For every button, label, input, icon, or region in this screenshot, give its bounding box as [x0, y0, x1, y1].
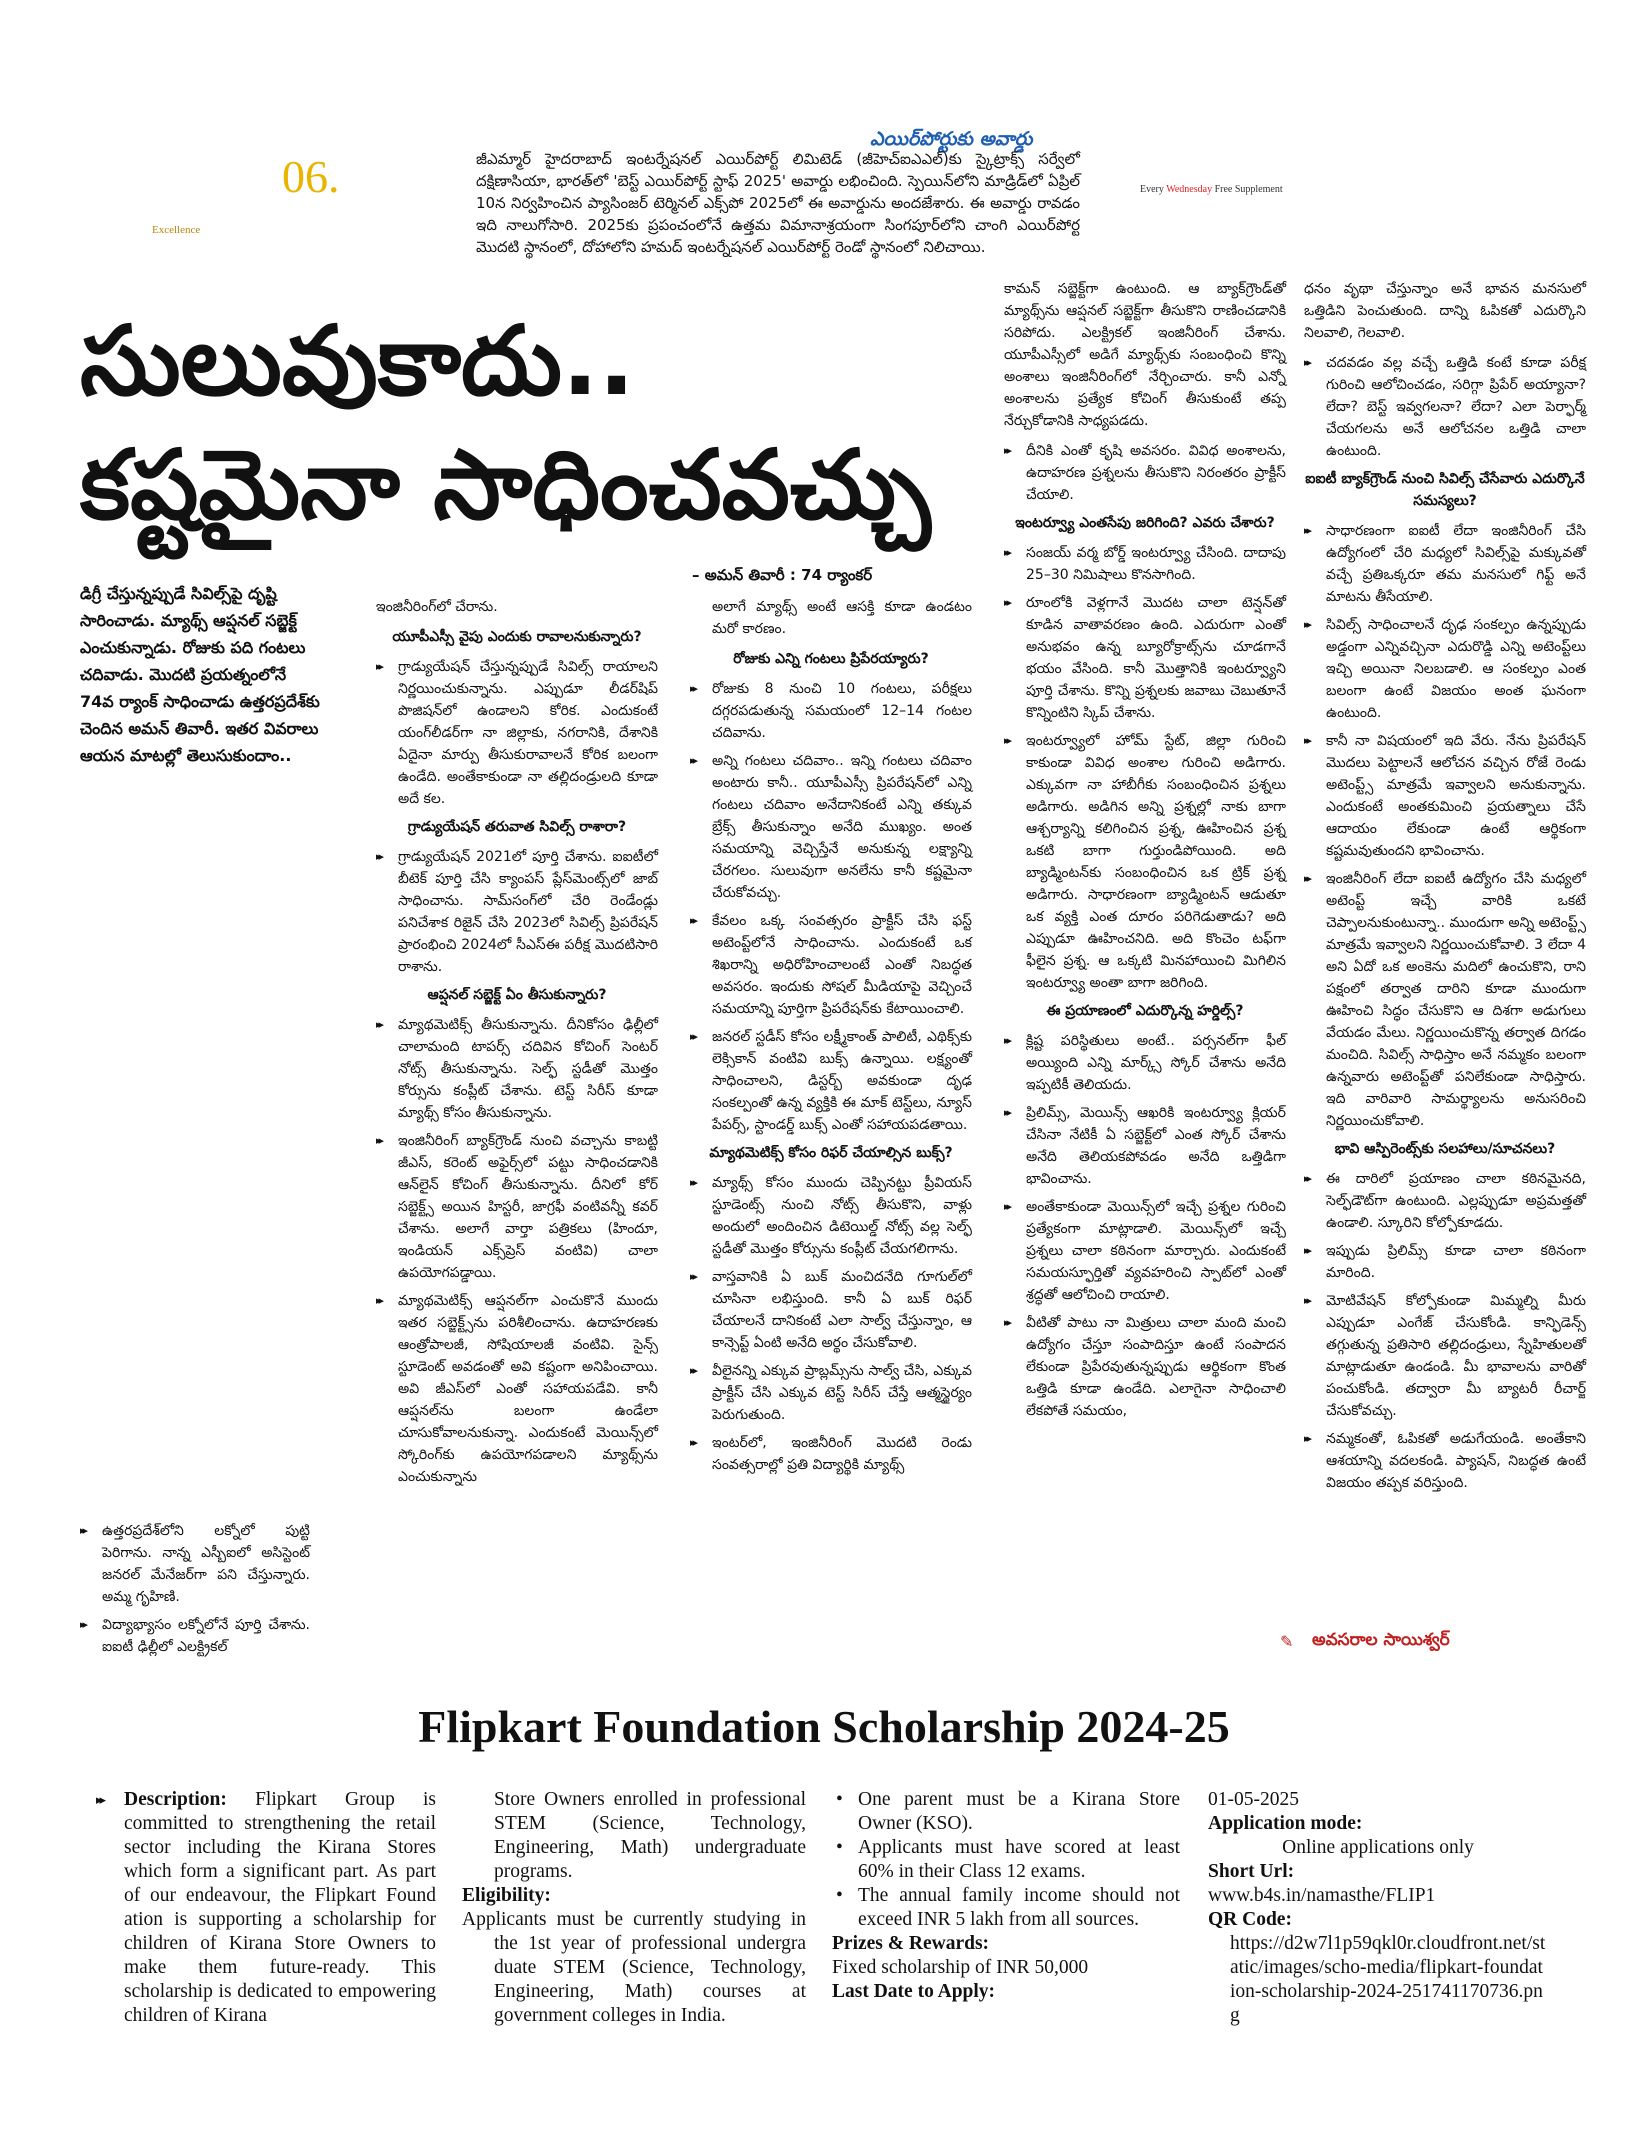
article-column-5 [1304, 278, 1586, 1500]
short-url-link[interactable]: www.b4s.in/namasthe/FLIP1 [1208, 1885, 1436, 1906]
list-item: ▸▸ గ్రాడ్యుయేషన్ 2021లో పూర్తి చేశాను. ఐఐటీలో బీటెక్ పూర్తి చేసి క్యాంపస్ ప్లేస్‌మెంట్స్‌లో జాబ్ సాధించాను. సామ్‌సంగ్‌లో చేరి రెండేండ్లు పనిచేశాక రిజైన్ చేసి 2023లో సివిల్స్ ప్రిపరేషన్ ప్రారంభించి 2024లో సీఎస్ఈ పరీక్ష మొదటిసారి రాశాను. [376, 846, 658, 978]
list-item: ▸▸ మ్యాథమెటిక్స్ తీసుకున్నాను. దీనికోసం ఢిల్లీలో చాలామంది టాపర్స్ చదివిన కోచింగ్ సెంటర్ నోట్స్ తీసుకున్నాను. సెల్ఫ్ స్టడీతో మొత్తం కోర్సును కంప్లీట్ చేశాను. టెస్ట్ సిరీస్ కూడా మ్యాథ్స్ కోసం తీసుకున్నాను. [376, 1014, 658, 1124]
list-item: ▸▸ రూంలోకి వెళ్లగానే మొదట చాలా టెన్షన్‌తో కూడిన వాతావరణం ఉంది. ఎదురుగా ఎంతో అనుభవం ఉన్న బ్యూరోక్రాట్స్‌ను చూడగానే భయం వేసింది. కానీ మొత్తానికి ఇంటర్వ్యూని పూర్తి చేశాను. కొన్ని ప్రశ్నలకు జవాబు చెబుతూనే కొన్నింటిని స్కిప్ చేశాను. [1004, 592, 1286, 724]
eligibility-item: • Applicants must have scored at least 60% in their Class 12 exams. [832, 1836, 1180, 1884]
eligibility-item: • One parent must be a Kirana Store Owner (KSO). [832, 1788, 1180, 1836]
article-column-1 [80, 1520, 310, 1664]
list-item: ▸▸ ఇంజినీరింగ్ బ్యాక్‌గ్రౌండ్ నుంచి వచ్చాను కాబట్టి జీఎస్, కరెంట్ అఫైర్స్‌లో పట్టు సాధించడానికి ఆన్‌లైన్ కోచింగ్ తీసుకున్నాను. దీనిలో కోర్ సబ్జెక్ట్స్ అయిన హిస్టరీ, జాగ్రఫీ వంటివన్నీ కవర్ చేశాను. అలాగే వార్తా పత్రికలు (హిందూ, ఇండియన్ ఎక్స్‌ప్రెస్ వంటివి) చాలా ఉపయోగపడ్డాయి. [376, 1130, 658, 1284]
list-item: ▸▸ కానీ నా విషయంలో ఇది వేరు. నేను ప్రిపరేషన్ మొదలు పెట్టాలనే ఆలోచన వచ్చిన రోజే రెండు అటెంప్ట్స్ మాత్రమే ఇవ్వాలని అనుకున్నాను. ఎందుకంటే అంతకుమించి ప్రయత్నాలు చేసే ఆదాయం లేకుండా ఉంటే ఆర్థికంగా కష్టమవుతుందని భావించాను. [1304, 730, 1586, 862]
list-item: ▸▸ మ్యాథమెటిక్స్ ఆప్షనల్‌గా ఎంచుకొనే ముందు ఇతర సబ్జెక్ట్స్‌ను పరిశీలించాను. ఉదాహరణకు ఆంత్రోపాలజీ, సోషియాలజీ వంటివి. సైన్స్ స్టూడెంట్ అవడంతో అవి కష్టంగా అనిపించాయి. అవి జీఎస్‌లో ఎంతో సహాయపడేవి. కానీ ఆప్షనల్‌ను బలంగా ఉండేలా చూసుకోవాలనుకున్నా. ఎందుకంటే మెయిన్స్‌లో స్కోరింగ్‌కు ఉపయోగపడాలని మ్యాథ్స్‌ను ఎంచుకున్నాను [376, 1290, 658, 1488]
list-item: ▸▸ చదవడం వల్ల వచ్చే ఒత్తిడి కంటే కూడా పరీక్ష గురించి ఆలోచించడం, సరిగ్గా ప్రిపేర్ అయ్యానా? లేదా? బెస్ట్ ఇవ్వగలనా? లేదా? ఎలా పెర్ఫార్మ్ చేయగలను అనే ఆలోచనల ఒత్తిడి చాలా ఉంటుంది. [1304, 352, 1586, 462]
scholarship-description [96, 1788, 436, 2028]
description-text: Flipkart Group is committed to strengthening the retail sector including the Kirana Stores which form a significant part. As part of our endeavour, the Flipkart Found ation is supporting a scholarship for children of Kirana Store Owners to make them future-ready. This scholarship is dedicated to empowering children of Kirana [124, 1789, 436, 2026]
qr-code-link[interactable]: https://d2w7l1p59qkl0r.cloudfront.net/static/images/scho-media/flipkart-foundation-scholarship-2024-251741170736.png [1230, 1933, 1546, 2026]
list-item: ▸▸ దీనికి ఎంతో కృషి అవసరం. వివిధ అంశాలను, ఉదాహరణ ప్రశ్నలను తీసుకొని నిరంతరం ప్రాక్టీస్ చేయాలి. [1004, 440, 1286, 506]
application-mode-label: Application mode: [1208, 1813, 1363, 1834]
scholarship-eligibility [462, 1788, 806, 2028]
author-name: అవసరాల సాయిశ్వర్ [1312, 1630, 1450, 1650]
eligibility-label: Eligibility: [462, 1885, 551, 1906]
supplement-tag: Every Wednesday Free Supplement [1140, 184, 1283, 195]
intro-text: డిగ్రీ చేస్తున్నప్పుడే సివిల్స్‌పై దృష్టి సారించాడు. మ్యాథ్స్ ఆప్షనల్ సబ్జెక్ట్ ఎంచుకున్నాడు. రోజుకు పది గంటలు చదివాడు. మొదటి ప్రయత్నంలోనే 74వ ర్యాంక్ సాధించాడు ఉత్తరప్రదేశ్‌కు చెందిన అమన్ తివారీ. ఇతర వివరాలు ఆయన మాటల్లో తెలుసుకుందాం.. [80, 584, 320, 765]
prizes-text: Fixed scholarship of INR 50,000 [832, 1957, 1089, 1978]
list-item: ▸▸ నమ్మకంతో, ఓపికతో అడుగేయండి. అంతేకాని ఆశయాన్ని వదలకండి. ప్యాషన్, నిబద్ధత ఉంటే విజయం తప్పక వరిస్తుంది. [1304, 1428, 1586, 1494]
question-heading: రోజుకు ఎన్ని గంటలు ప్రిపేరయ్యారు? [733, 651, 929, 667]
headline-line-1: సులువుకాదు.. [80, 305, 635, 417]
last-date-label: Last Date to Apply: [832, 1981, 996, 2002]
list-item: ▸▸ మ్యాథ్స్ కోసం ముందు చెప్పినట్టు ప్రీవియస్ స్టూడెంట్స్ నుంచి నోట్స్ తీసుకొని, వాళ్లు అందులో అందించిన డిటెయిల్డ్ నోట్స్ వల్ల సెల్ఫ్ స్టడీతో మొత్తం కోర్సును కంప్లీట్ చేయగలిగాను. [690, 1172, 972, 1260]
list-item: ▸▸ మోటివేషన్ కోల్పోకుండా మిమ్మల్ని మీరు ఎప్పుడూ ఎంగేజ్ చేసుకోండి. కాన్ఫిడెన్స్ తగ్గుతున్న ప్రతిసారి తల్లిదండ్రులు, స్నేహితులతో మాట్లాడుతూ ఉండండి. మీ భావాలను వారితో పంచుకోండి. తద్వారా మీ బ్యాటరీ రీచార్జ్ చేసుకోవచ్చు. [1304, 1290, 1586, 1422]
list-item: ▸▸ ఇంటర్వ్యూలో హోమ్ స్టేట్, జిల్లా గురించి కాకుండా వివిధ అంశాల గురించి అడిగారు. ఎక్కువగా నా హాబీగీకు సంబంధించిన ప్రశ్నలు అడిగారు. అడిగిన అన్ని ప్రశ్నల్లో నాకు బాగా ఆశ్చర్యాన్ని కలిగించిన ప్రశ్న, ఊహించిన ప్రశ్న ఒకటి బాగా గుర్తుండిపోయింది. అది బ్యాడ్మింటన్‌కు సంబంధించిన ఒక ట్రిక్ ప్రశ్న అడిగారు. సాధారణంగా బ్యాడ్మింటన్ ఆడుతూ ఒక వ్యక్తి ఎంత దూరం పరిగెడుతాడు? అది ఎప్పుడూ ఊహించనిది. అది కొంచెం టఫ్‌గా ఫీలైన ప్రశ్న. ఆ ఒక్కటి మినహాయించి మిగిలిన ఇంటర్వ్యూ అంతా బాగా జరిగింది. [1004, 730, 1286, 994]
question-heading: భావి ఆస్పిరెంట్స్‌కు సలహాలు/సూచనలు? [1334, 1141, 1556, 1157]
question-heading: ఈ ప్రయాణంలో ఎదుర్కొన్న హర్డిల్స్? [1046, 1003, 1244, 1019]
list-item: ▸▸ సంజయ్ వర్మ బోర్డ్ ఇంటర్వ్యూ చేసింది. దాదాపు 25–30 నిమిషాలు కొనసాగింది. [1004, 542, 1286, 586]
list-item: ▸▸ గ్రాడ్యుయేషన్ చేస్తున్నప్పుడే సివిల్స్ రాయాలని నిర్ణయించుకున్నాను. ఎప్పుడూ లీడర్‌షిప్ పొజిషన్‌లో ఉండాలని కోరిక. ఎందుకంటే యంగ్‌లీడర్‌గా నా జిల్లాకు, నగరానికి, దేశానికి ఏదైనా మార్పు తీసుకురావాలనే కోరిక బలంగా ఉండేది. అంతేకాకుండా నా తల్లిదండ్రులది కూడా అదే కల. [376, 656, 658, 810]
list-item: ▸▸ ఇప్పుడు ప్రిలిమ్స్ కూడా చాలా కఠినంగా మారింది. [1304, 1240, 1586, 1284]
page-number: 06. [282, 151, 340, 202]
question-heading: ఐఐటీ బ్యాక్‌గ్రౌండ్ నుంచి సివిల్స్ చేసేవారు ఎదుర్కొనే సమస్యలు? [1305, 471, 1585, 509]
list-item: ▸▸ జనరల్ స్టడీస్ కోసం లక్ష్మీకాంత్ పాలిటీ, ఎథిక్స్‌కు లెక్సికాన్ వంటివి బుక్స్ ఉన్నాయి. లక్ష్యంతో సాధించాలని, డిస్టర్బ్ అవకుండా దృఢ సంకల్పంతో ఉన్న వ్యక్తికి ఈ మాక్ టెస్ట్‌లు, న్యూస్ పేపర్స్, స్టాండర్డ్ బుక్స్ ఎంతో సహాయపడతాయి. [690, 1026, 972, 1136]
question-heading: మ్యాథమెటిక్స్ కోసం రిఫర్ చేయాల్సిన బుక్స్? [709, 1145, 953, 1161]
scholarship-criteria [832, 1788, 1180, 2004]
scholarship-title: Flipkart Foundation Scholarship 2024-25 [418, 1701, 1230, 1752]
last-date-value: 01-05-2025 [1208, 1789, 1299, 1810]
list-item: ▸▸ ఈ దారిలో ప్రయాణం చాలా కఠినమైనది, సెల్ఫ్‌డౌట్‌గా ఉంటుంది. ఎల్లప్పుడూ అప్రమత్తతో ఉండాలి. స్కూరిని కోల్పోకూడదు. [1304, 1168, 1586, 1234]
byline: – అమన్ తివారీ : 74 ర్యాంకర్ [692, 566, 873, 584]
question-heading: ఆప్షనల్ సబ్జెక్ట్ ఏం తీసుకున్నారు? [427, 987, 607, 1003]
list-item: ▸▸ అన్ని గంటలు చదివాం.. ఇన్ని గంటలు చదివాం అంటారు కానీ.. యూపీఎస్సీ ప్రిపరేషన్‌లో ఎన్ని గంటలు చదివాం అనేదానికంటే ఎన్ని తక్కువ బ్రేక్స్ తీసుకున్నాం అనేది ముఖ్యం. అంత సమయాన్ని వెచ్చిస్తేనే అనుకున్న లక్ష్యాన్ని చేరగలం. సులువుగా అనలేను కానీ కష్టమైనా చేరుకోవచ్చు. [690, 750, 972, 904]
short-url-label: Short Url: [1208, 1861, 1295, 1882]
paragraph: ధనం వృథా చేస్తున్నాం అనే భావన మనసులో ఒత్తిడిని పెంచుతుంది. దాన్ని ఓపికతో ఎదుర్కొని నిలవాలి, గెలవాలి. [1304, 281, 1586, 341]
list-item: ▸▸ ఉత్తరప్రదేశ్‌లోని లక్నోలో పుట్టి పెరిగాను. నాన్న ఎస్బీఐలో అసిస్టెంట్ జనరల్ మేనేజర్‌గా పని చేస్తున్నారు. అమ్మ గృహిణి. [80, 1520, 310, 1608]
paragraph: ఇంజినీరింగ్‌లో చేరాను. [376, 599, 498, 615]
eligibility-text: Applicants must be currently studying in the 1st year of professional undergra duate STEM (Science, Technology, Engineering, Math) courses at government colleges in India. [462, 1909, 806, 2026]
award-text: జీఎమ్మార్ హైదరాబాద్ ఇంటర్నేషనల్ ఎయిర్‌పోర్ట్ లిమిటెడ్ (జీహెచ్‌ఐఎఎల్)కు స్కైట్రాక్స్ సర్వేలో దక్షిణాసియా, భారత్‌లో 'బెస్ట్ ఎయిర్‌పోర్ట్ స్టాఫ్ 2025' అవార్డు లభించింది. స్పెయిన్‌లోని మాడ్రిడ్‌లో ఏప్రిల్ 10న నిర్వహించిన ప్యాసింజర్ టెర్మినల్ ఎక్స్‌పో 2025లో ఈ అవార్డును అందజేశారు. ఈ అవార్డు రావడం ఇది నాలుగోసారి. 2025కు ప్రపంచంలోనే ఉత్తమ విమానాశ్రయంగా సింగపూర్‌లోని చాంగి ఎయిర్‌పోర్ట మొదటి స్థానంలో, దోహాలోని హమద్ ఇంటర్నేషనల్ ఎయిర్‌పోర్ట్ రెండో స్థానంలో నిలిచాయి. [476, 150, 1080, 256]
list-item: ▸▸ కేవలం ఒక్క సంవత్సరం ప్రాక్టీస్ చేసి ఫస్ట్ అటెంప్ట్‌లోనే సాధించాను. ఎందుకంటే ఒక శిఖరాన్ని అధిరోహించాలంటే ఎంతో నిబద్ధత అవసరం. ఇందుకు సోషల్ మీడియాపై వెచ్చించే సమయాన్ని పూర్తిగా ప్రిపరేషన్‌కు కేటాయించాలి. [690, 910, 972, 1020]
description-label: Description: [124, 1789, 227, 1810]
list-item: ▸▸ ఇంజినీరింగ్ లేదా ఐఐటీ ఉద్యోగం చేసి మధ్యలో అటెంప్ట్ ఇచ్చే వారికి ఒకటే చెప్పాలనుకుంటున్నా.. ముందుగా అన్ని అటెంప్ట్స్ మాత్రమే ఇవ్వాలని నిర్ణయించుకోవాలి. 3 లేదా 4 అని ఏదో ఒక అంకెను మదిలో ఉంచుకొని, రాని పక్షంలో తర్వాత దారిని కూడా ముందుగా ఊహించి సిద్ధం చేసుకొని ఆ దిశగా అడుగులు వేయడం మేలు. నిర్ణయించుకొన్న తర్వాత దిగడం మంచిది. సివిల్స్ సాధిస్తాం అనే నమ్మకం బలంగా ఉన్నవారు అటెంప్ట్‌తో పనిలేకుండా సాధిస్తారు. ఇది వారివారి సామర్థ్యాలను అనుసరించి నిర్ణయించుకోవాలి. [1304, 868, 1586, 1132]
paragraph: అలాగే మ్యాథ్స్ అంటే ఆసక్తి కూడా ఉండటం మరో కారణం. [712, 599, 972, 637]
headline-line-2: కష్టమైనా సాధించవచ్చు [80, 429, 931, 541]
scholarship-application [1208, 1788, 1548, 2028]
paragraph: కామన్ సబ్జెక్ట్‌గా ఉంటుంది. ఆ బ్యాక్‌గ్రౌండ్‌తో మ్యాథ్స్‌ను ఆప్షనల్ సబ్జెక్ట్‌గా తీసుకొని రాణించడానికి సరిపోదు. ఎలక్ట్రికల్ ఇంజినీరింగ్ చేశాను. యూపీఎస్సీలో అడిగే మ్యాథ్స్‌కు సంబంధించి కొన్ని అంశాలు ఇంజినీరింగ్‌లో నేర్చించారు. కానీ ఎన్నో అంశాలను ప్రత్యేక కోచింగ్ తీసుకుంటే తప్ప నేర్చుకోడానికి సాధ్యపడదు. [1004, 281, 1286, 429]
question-heading: యూపీఎస్సీ వైపు ఎందుకు రావాలనుకున్నారు? [392, 629, 642, 645]
list-item: ▸▸ ప్రిలిమ్స్, మెయిన్స్ ఆఖరికి ఇంటర్వ్యూ క్లియర్ చేసినా నేటికీ ఏ సబ్జెక్ట్‌లో ఎంత స్కోర్ చేశాను అనేది తెలియకపోవడం అనేది ఒత్తిడిగా భావించాను. [1004, 1102, 1286, 1190]
list-item: ▸▸ ఇంటర్‌లో, ఇంజినీరింగ్ మొదటి రెండు సంవత్సరాల్లో ప్రతి విద్యార్థికి మ్యాథ్స్ [690, 1432, 972, 1476]
eligibility-item: • The annual family income should not exceed INR 5 lakh from all sources. [832, 1884, 1180, 1932]
article-column-3 [690, 596, 972, 1482]
list-item: ▸▸ విద్యాభ్యాసం లక్నోలోనే పూర్తి చేశాను. ఐఐటీ ఢిల్లీలో ఎలక్ట్రికల్ [80, 1614, 310, 1658]
section-tag: Excellence [152, 224, 201, 236]
list-item: ▸▸ వీలైనన్ని ఎక్కువ ప్రాబ్లమ్స్‌ను సాల్వ్ చేసి, ఎక్కువ ప్రాక్టీస్ చేసి ఎక్కువ టెస్ట్ సిరీస్ చేస్తే ఆత్మస్థైర్యం పెరుగుతుంది. [690, 1360, 972, 1426]
article-column-4 [1004, 278, 1286, 1428]
article-column-2 [376, 596, 658, 1494]
question-heading: గ్రాడ్యుయేషన్ తరువాత సివిల్స్ రాశారా? [407, 819, 627, 835]
prizes-label: Prizes & Rewards: [832, 1933, 990, 1954]
application-mode-text: Online applications only [1282, 1837, 1474, 1858]
qr-code-label: QR Code: [1208, 1909, 1292, 1930]
list-item: ▸▸ అంతేకాకుండా మెయిన్స్‌లో ఇచ్చే ప్రశ్నల గురించి ప్రత్యేకంగా మాట్లాడాలి. మెయిన్స్‌లో ఇచ్చే ప్రశ్నలు చాలా కఠినంగా మార్చారు. ఎందుకంటే సమయస్ఫూర్తితో వ్యవహరించి స్పాట్‌లో ఎంతో శ్రద్ధతో ఆలోచించి రాయాలి. [1004, 1196, 1286, 1306]
list-item: ▸▸ సాధారణంగా ఐఐటీ లేదా ఇంజినీరింగ్ చేసి ఉద్యోగంలో చేరి మధ్యలో సివిల్స్‌పై మక్కువతో వచ్చే ప్రతిఒక్కరూ తమ మనసులో గిఫ్ట్ అనే మాటను తీసేయాలి. [1304, 520, 1586, 608]
list-item: ▸▸ సివిల్స్ సాధించాలనే దృఢ సంకల్పం ఉన్నప్పుడు అడ్డంగా ఎన్నివచ్చినా ఎదురొడ్డి ఎన్ని అటెంప్ట్‌లు ఇచ్చి అయినా నిలబడాలి. ఆ సంకల్పం ఎంత బలంగా ఉంటే విజయం అంత ఘనంగా ఉంటుంది. [1304, 614, 1586, 724]
list-item: ▸▸ వాస్తవానికి ఏ బుక్ మంచిదనేది గూగుల్‌లో చూసినా లభిస్తుంది. కానీ ఏ బుక్ రిఫర్ చేయాలనే దానికంటే ఎలా సాల్వ్ చేస్తున్నాం, ఆ కాన్సెప్ట్ ఏంటి అనేది అర్థం చేసుకోవాలి. [690, 1266, 972, 1354]
question-heading: ఇంటర్వ్యూ ఎంతసేపు జరిగింది? ఎవరు చేశారు? [1015, 515, 1275, 531]
list-item: ▸▸ వీటితో పాటు నా మిత్రులు చాలా మంది మంచి ఉద్యోగం చేస్తూ సంపాదిస్తూ ఉంటే సంపాదన లేకుండా ప్రిపేరవుతున్నప్పుడు ఆర్థికంగా కొంత ఒత్తిడి కూడా ఉండేది. ఎలాగైనా సాధించాలి లేకపోతే సమయం, [1004, 1312, 1286, 1422]
list-item: ▸▸ రోజుకు 8 నుంచి 10 గంటలు, పరీక్షలు దగ్గరపడుతున్న సమయంలో 12–14 గంటల చదివాను. [690, 678, 972, 744]
list-item: ▸▸ క్లిష్ట పరిస్థితులు అంటే.. పర్సనల్‌గా ఫీల్ అయ్యింది ఎన్ని మార్క్స్ స్కోర్ చేశాను అనేది ఇప్పటికీ తెలియదు. [1004, 1030, 1286, 1096]
description-continued: Store Owners enrolled in professional STEM (Science, Technology, Engineering, Math) undergraduate programs. [494, 1789, 806, 1882]
award-title: ఎయిర్‌పోర్టుకు అవార్డు [870, 128, 1033, 150]
pen-icon: ✎ [1280, 1632, 1294, 1651]
